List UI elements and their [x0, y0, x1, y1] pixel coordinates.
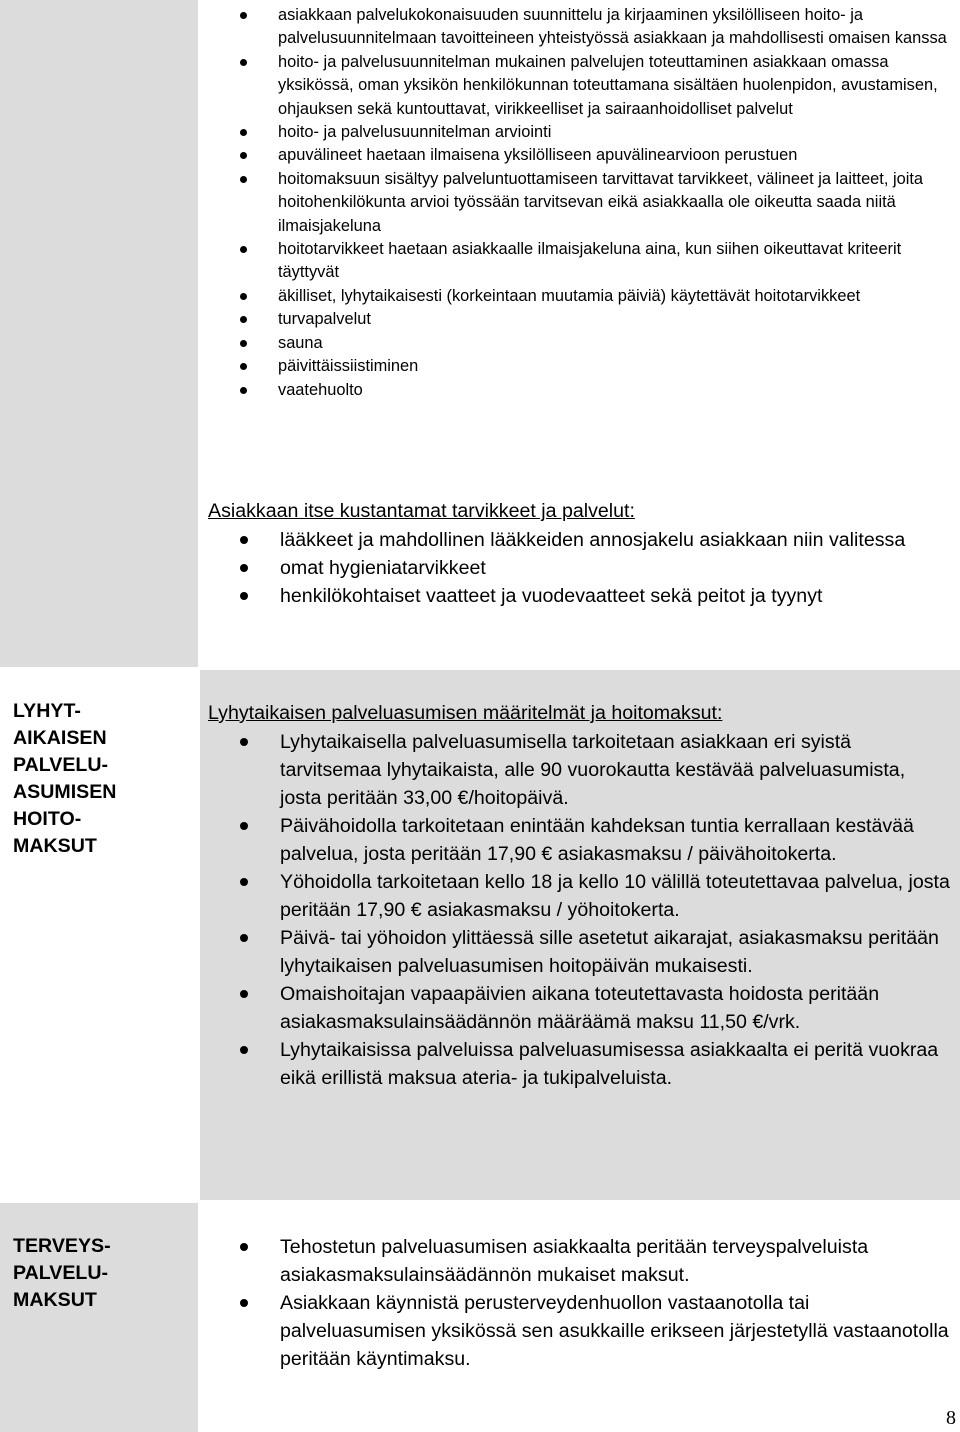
page-number: 8	[946, 1407, 956, 1429]
list-item: hoito- ja palvelusuunnitelman mukainen palvelujen toteuttaminen asiakkaan omassa yksikössä, oman yksikön henkilökunnan toteuttamana sisältäen huolenpidon, avustamisen, ohjauksen sekä kuntouttavat, virikkeelliset ja sairaanhoidolliset palvelut	[200, 51, 960, 121]
list-item: päivittäissiistiminen	[200, 355, 960, 378]
list-item: Lyhytaikaisella palveluasumisella tarkoitetaan asiakkaan eri syistä tarvitsemaa lyhytaikaista, alle 90 vuorokautta kestävää palveluasumista, josta peritään 33,00 €/hoitopäivä.	[200, 728, 960, 812]
list-item: hoito- ja palvelusuunnitelman arviointi	[200, 121, 960, 144]
health-label-cell	[0, 1203, 198, 1432]
health-label: TERVEYS- PALVELU- MAKSUT	[13, 1235, 111, 1311]
self-paid-heading: Asiakkaan itse kustantamat tarvikkeet ja palvelut:	[208, 500, 635, 522]
list-item: hoitomaksuun sisältyy palveluntuottamiseen tarvittavat tarvikkeet, välineet ja laitteet, joita hoitohenkilökunta arvioi työssään tarvitsevan eikä asiakkaalla ole oikeutta saada niitä ilmaisjakeluna	[200, 168, 960, 238]
list-item: sauna	[200, 332, 960, 355]
list-item: vaatehuolto	[200, 379, 960, 402]
self-paid-list	[200, 526, 960, 610]
list-item: apuvälineet haetaan ilmaisena yksilölliseen apuvälinearvioon perustuen	[200, 144, 960, 167]
list-item: äkilliset, lyhytaikaisesti (korkeintaan muutamia päiviä) käytettävät hoitotarvikkeet	[200, 285, 960, 308]
short-term-label-cell	[0, 670, 198, 1200]
included-services-list	[200, 4, 960, 402]
short-term-heading: Lyhytaikaisen palveluasumisen määritelmät ja hoitomaksut:	[208, 702, 723, 724]
list-item: Yöhoidolla tarkoitetaan kello 18 ja kello 10 välillä toteutettavaa palvelua, josta peritään 17,90 € asiakasmaksu / yöhoitokerta.	[200, 868, 960, 924]
list-item: Päivä- tai yöhoidon ylittäessä sille asetetut aikarajat, asiakasmaksu peritään lyhytaikaisen palveluasumisen hoitopäivän mukaisesti.	[200, 924, 960, 980]
short-term-label: LYHYT- AIKAISEN PALVELU- ASUMISEN HOITO- MAKSUT	[13, 700, 117, 857]
list-item: asiakkaan palvelukokonaisuuden suunnittelu ja kirjaaminen yksilölliseen hoito- ja palvelusuunnitelmaan tavoitteineen yhteistyössä asiakkaan ja mahdollisesti omaisen kanssa	[200, 4, 960, 51]
top-label-cell	[0, 0, 198, 667]
list-item: Asiakkaan käynnistä perusterveydenhuollon vastaanotolla tai palveluasumisen yksikössä sen asukkaille erikseen järjestetyllä vastaanotolla peritään käyntimaksu.	[200, 1289, 960, 1373]
health-list	[200, 1233, 960, 1373]
list-item: Päivähoidolla tarkoitetaan enintään kahdeksan tuntia kerrallaan kestävää palvelua, josta peritään 17,90 € asiakasmaksu / päivähoitokerta.	[200, 812, 960, 868]
health-content-cell	[200, 1203, 960, 1432]
list-item: Lyhytaikaisissa palveluissa palveluasumisessa asiakkaalta ei peritä vuokraa eikä erillistä maksua ateria- ja tukipalveluista.	[200, 1036, 960, 1092]
short-term-list	[200, 728, 960, 1092]
list-item: Tehostetun palveluasumisen asiakkaalta peritään terveyspalveluista asiakasmaksulainsäädännön mukaiset maksut.	[200, 1233, 960, 1289]
list-item: lääkkeet ja mahdollinen lääkkeiden annosjakelu asiakkaan niin valitessa	[200, 526, 960, 554]
short-term-content-cell	[200, 670, 960, 1200]
list-item: turvapalvelut	[200, 308, 960, 331]
list-item: Omaishoitajan vapaapäivien aikana toteutettavasta hoidosta peritään asiakasmaksulainsäädännön määräämä maksu 11,50 €/vrk.	[200, 980, 960, 1036]
list-item: henkilökohtaiset vaatteet ja vuodevaatteet sekä peitot ja tyynyt	[200, 582, 960, 610]
included-services-cell	[200, 0, 960, 667]
list-item: hoitotarvikkeet haetaan asiakkaalle ilmaisjakeluna aina, kun siihen oikeuttavat kriteerit täyttyvät	[200, 238, 960, 285]
list-item: omat hygieniatarvikkeet	[200, 554, 960, 582]
